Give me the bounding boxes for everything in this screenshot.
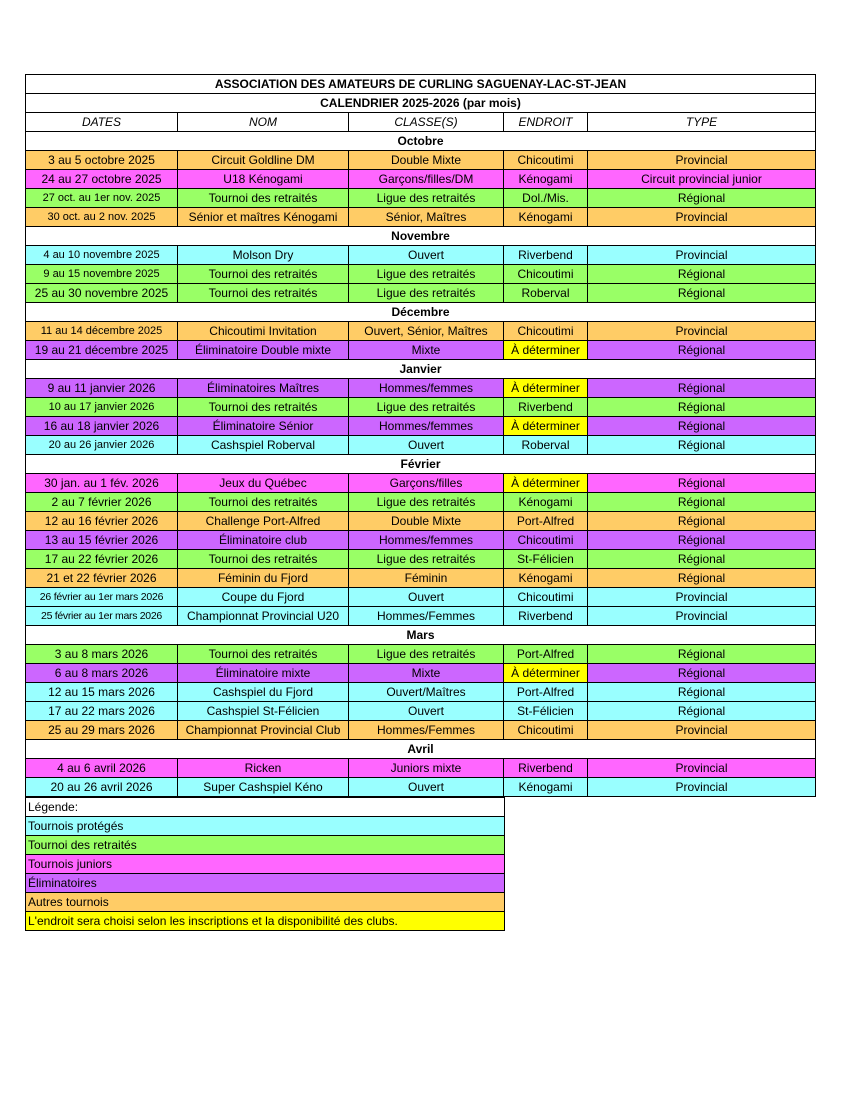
- event-dates: 20 au 26 janvier 2026: [26, 436, 178, 455]
- event-classe: Hommes/Femmes: [349, 607, 504, 626]
- event-dates: 2 au 7 février 2026: [26, 493, 178, 512]
- event-endroit: St-Félicien: [504, 702, 588, 721]
- event-classe: Sénior, Maîtres: [349, 208, 504, 227]
- event-classe: Double Mixte: [349, 512, 504, 531]
- event-type: Régional: [588, 645, 816, 664]
- event-dates: 13 au 15 février 2026: [26, 531, 178, 550]
- event-classe: Ouvert: [349, 436, 504, 455]
- event-dates: 25 au 30 novembre 2025: [26, 284, 178, 303]
- event-nom: Ricken: [178, 759, 349, 778]
- event-endroit: À déterminer: [504, 474, 588, 493]
- event-nom: Féminin du Fjord: [178, 569, 349, 588]
- event-nom: Coupe du Fjord: [178, 588, 349, 607]
- event-dates: 11 au 14 décembre 2025: [26, 322, 178, 341]
- legend-item: Autres tournois: [26, 893, 505, 912]
- month-row: [26, 360, 816, 379]
- event-classe: Ouvert: [349, 588, 504, 607]
- event-nom: Tournoi des retraités: [178, 645, 349, 664]
- event-dates: 4 au 6 avril 2026: [26, 759, 178, 778]
- event-dates: 30 jan. au 1 fév. 2026: [26, 474, 178, 493]
- event-row: [26, 664, 816, 683]
- event-endroit: Roberval: [504, 284, 588, 303]
- event-type: Provincial: [588, 721, 816, 740]
- event-row: [26, 417, 816, 436]
- month-header: Mars: [26, 626, 816, 645]
- event-endroit: Kénogami: [504, 208, 588, 227]
- calendar-table: [25, 74, 816, 797]
- subtitle-row: [26, 94, 816, 113]
- month-header: Février: [26, 455, 816, 474]
- event-classe: Ligue des retraités: [349, 265, 504, 284]
- event-dates: 27 oct. au 1er nov. 2025: [26, 189, 178, 208]
- legend-item: Tournois protégés: [26, 817, 505, 836]
- event-endroit: Riverbend: [504, 607, 588, 626]
- event-endroit: Riverbend: [504, 398, 588, 417]
- event-row: [26, 246, 816, 265]
- event-endroit: Dol./Mis.: [504, 189, 588, 208]
- legend-row: [26, 874, 505, 893]
- column-header-row: [26, 113, 816, 132]
- event-dates: 25 au 29 mars 2026: [26, 721, 178, 740]
- event-type: Régional: [588, 664, 816, 683]
- event-nom: Molson Dry: [178, 246, 349, 265]
- event-nom: Éliminatoire club: [178, 531, 349, 550]
- event-endroit: À déterminer: [504, 341, 588, 360]
- event-endroit: Riverbend: [504, 759, 588, 778]
- event-type: Régional: [588, 189, 816, 208]
- event-row: [26, 512, 816, 531]
- event-row: [26, 702, 816, 721]
- event-type: Provincial: [588, 778, 816, 797]
- event-dates: 12 au 15 mars 2026: [26, 683, 178, 702]
- event-endroit: À déterminer: [504, 664, 588, 683]
- month-header: Octobre: [26, 132, 816, 151]
- event-classe: Double Mixte: [349, 151, 504, 170]
- event-nom: Tournoi des retraités: [178, 398, 349, 417]
- legend-title: Légende:: [26, 798, 505, 817]
- event-nom: Éliminatoire mixte: [178, 664, 349, 683]
- association-title: ASSOCIATION DES AMATEURS DE CURLING SAGUENAY-LAC-ST-JEAN: [26, 75, 816, 94]
- event-endroit: Port-Alfred: [504, 645, 588, 664]
- event-type: Régional: [588, 341, 816, 360]
- event-nom: Tournoi des retraités: [178, 284, 349, 303]
- event-endroit: Port-Alfred: [504, 512, 588, 531]
- event-dates: 21 et 22 février 2026: [26, 569, 178, 588]
- event-type: Provincial: [588, 322, 816, 341]
- event-classe: Ligue des retraités: [349, 189, 504, 208]
- event-type: Régional: [588, 569, 816, 588]
- legend-table: [25, 797, 505, 931]
- event-dates: 9 au 15 novembre 2025: [26, 265, 178, 284]
- event-nom: Cashspiel St-Félicien: [178, 702, 349, 721]
- event-nom: Cashspiel du Fjord: [178, 683, 349, 702]
- event-endroit: Chicoutimi: [504, 322, 588, 341]
- event-type: Régional: [588, 284, 816, 303]
- calendar-sheet: [25, 74, 815, 931]
- event-classe: Ouvert: [349, 778, 504, 797]
- event-nom: Jeux du Québec: [178, 474, 349, 493]
- column-header-type: TYPE: [588, 113, 816, 132]
- legend-note-row: [26, 912, 505, 931]
- event-classe: Féminin: [349, 569, 504, 588]
- legend-row: [26, 836, 505, 855]
- event-dates: 19 au 21 décembre 2025: [26, 341, 178, 360]
- event-endroit: À déterminer: [504, 417, 588, 436]
- event-endroit: Chicoutimi: [504, 721, 588, 740]
- event-row: [26, 474, 816, 493]
- event-endroit: Chicoutimi: [504, 588, 588, 607]
- event-nom: Sénior et maîtres Kénogami: [178, 208, 349, 227]
- event-row: [26, 379, 816, 398]
- event-classe: Ligue des retraités: [349, 398, 504, 417]
- event-dates: 12 au 16 février 2026: [26, 512, 178, 531]
- event-row: [26, 531, 816, 550]
- event-nom: Tournoi des retraités: [178, 550, 349, 569]
- event-type: Régional: [588, 474, 816, 493]
- event-nom: Circuit Goldline DM: [178, 151, 349, 170]
- legend-item: Éliminatoires: [26, 874, 505, 893]
- event-classe: Hommes/Femmes: [349, 721, 504, 740]
- event-type: Régional: [588, 702, 816, 721]
- column-header-dates: DATES: [26, 113, 178, 132]
- event-dates: 10 au 17 janvier 2026: [26, 398, 178, 417]
- event-dates: 25 février au 1er mars 2026: [26, 607, 178, 626]
- event-type: Régional: [588, 550, 816, 569]
- event-type: Régional: [588, 379, 816, 398]
- event-type: Régional: [588, 436, 816, 455]
- event-row: [26, 778, 816, 797]
- month-row: [26, 455, 816, 474]
- event-classe: Ouvert: [349, 702, 504, 721]
- legend-row: [26, 817, 505, 836]
- event-endroit: Kénogami: [504, 778, 588, 797]
- event-type: Régional: [588, 417, 816, 436]
- event-endroit: St-Félicien: [504, 550, 588, 569]
- event-nom: Éliminatoire Sénior: [178, 417, 349, 436]
- event-classe: Ouvert, Sénior, Maîtres: [349, 322, 504, 341]
- event-row: [26, 398, 816, 417]
- event-endroit: Chicoutimi: [504, 265, 588, 284]
- event-nom: Éliminatoire Double mixte: [178, 341, 349, 360]
- event-endroit: Port-Alfred: [504, 683, 588, 702]
- month-row: [26, 740, 816, 759]
- event-type: Régional: [588, 398, 816, 417]
- legend-row: [26, 855, 505, 874]
- event-row: [26, 683, 816, 702]
- title-row: [26, 75, 816, 94]
- event-row: [26, 208, 816, 227]
- event-type: Provincial: [588, 588, 816, 607]
- event-nom: U18 Kénogami: [178, 170, 349, 189]
- event-row: [26, 721, 816, 740]
- event-nom: Tournoi des retraités: [178, 189, 349, 208]
- event-classe: Ouvert: [349, 246, 504, 265]
- event-row: [26, 759, 816, 778]
- event-dates: 26 février au 1er mars 2026: [26, 588, 178, 607]
- event-nom: Chicoutimi Invitation: [178, 322, 349, 341]
- calendar-body: [26, 75, 816, 797]
- legend-item: Tournoi des retraités: [26, 836, 505, 855]
- event-type: Régional: [588, 265, 816, 284]
- legend-row: [26, 893, 505, 912]
- month-row: [26, 303, 816, 322]
- event-row: [26, 189, 816, 208]
- event-classe: Hommes/femmes: [349, 531, 504, 550]
- event-classe: Ligue des retraités: [349, 645, 504, 664]
- legend-note: L'endroit sera choisi selon les inscriptions et la disponibilité des clubs.: [26, 912, 505, 931]
- event-classe: Hommes/femmes: [349, 379, 504, 398]
- event-row: [26, 322, 816, 341]
- event-endroit: Kénogami: [504, 170, 588, 189]
- event-classe: Ligue des retraités: [349, 493, 504, 512]
- event-row: [26, 645, 816, 664]
- event-type: Circuit provincial junior: [588, 170, 816, 189]
- event-dates: 9 au 11 janvier 2026: [26, 379, 178, 398]
- event-row: [26, 550, 816, 569]
- month-header: Avril: [26, 740, 816, 759]
- event-endroit: À déterminer: [504, 379, 588, 398]
- event-classe: Mixte: [349, 664, 504, 683]
- event-type: Provincial: [588, 208, 816, 227]
- event-endroit: Kénogami: [504, 569, 588, 588]
- event-row: [26, 569, 816, 588]
- event-nom: Championnat Provincial Club: [178, 721, 349, 740]
- event-row: [26, 607, 816, 626]
- event-nom: Cashspiel Roberval: [178, 436, 349, 455]
- month-header: Novembre: [26, 227, 816, 246]
- event-row: [26, 341, 816, 360]
- event-endroit: Kénogami: [504, 493, 588, 512]
- event-dates: 4 au 10 novembre 2025: [26, 246, 178, 265]
- event-type: Régional: [588, 683, 816, 702]
- event-row: [26, 284, 816, 303]
- event-classe: Ligue des retraités: [349, 550, 504, 569]
- event-endroit: Chicoutimi: [504, 151, 588, 170]
- event-type: Régional: [588, 531, 816, 550]
- event-classe: Hommes/femmes: [349, 417, 504, 436]
- event-classe: Garçons/filles: [349, 474, 504, 493]
- event-type: Provincial: [588, 759, 816, 778]
- column-header-endroit: ENDROIT: [504, 113, 588, 132]
- month-row: [26, 132, 816, 151]
- event-type: Provincial: [588, 151, 816, 170]
- event-row: [26, 436, 816, 455]
- event-type: Provincial: [588, 607, 816, 626]
- column-header-classe: CLASSE(S): [349, 113, 504, 132]
- month-header: Décembre: [26, 303, 816, 322]
- event-endroit: Riverbend: [504, 246, 588, 265]
- month-row: [26, 626, 816, 645]
- event-type: Régional: [588, 512, 816, 531]
- event-classe: Mixte: [349, 341, 504, 360]
- event-dates: 6 au 8 mars 2026: [26, 664, 178, 683]
- event-row: [26, 151, 816, 170]
- event-nom: Super Cashspiel Kéno: [178, 778, 349, 797]
- event-classe: Ouvert/Maîtres: [349, 683, 504, 702]
- event-dates: 3 au 5 octobre 2025: [26, 151, 178, 170]
- event-row: [26, 588, 816, 607]
- event-dates: 16 au 18 janvier 2026: [26, 417, 178, 436]
- legend-body: [26, 798, 505, 931]
- event-type: Régional: [588, 493, 816, 512]
- legend-title-row: [26, 798, 505, 817]
- event-nom: Championnat Provincial U20: [178, 607, 349, 626]
- event-dates: 30 oct. au 2 nov. 2025: [26, 208, 178, 227]
- event-row: [26, 493, 816, 512]
- month-header: Janvier: [26, 360, 816, 379]
- event-classe: Garçons/filles/DM: [349, 170, 504, 189]
- legend-item: Tournois juniors: [26, 855, 505, 874]
- column-header-nom: NOM: [178, 113, 349, 132]
- event-type: Provincial: [588, 246, 816, 265]
- event-dates: 24 au 27 octobre 2025: [26, 170, 178, 189]
- event-nom: Challenge Port-Alfred: [178, 512, 349, 531]
- event-row: [26, 265, 816, 284]
- event-dates: 20 au 26 avril 2026: [26, 778, 178, 797]
- month-row: [26, 227, 816, 246]
- calendar-title: CALENDRIER 2025-2026 (par mois): [26, 94, 816, 113]
- event-row: [26, 170, 816, 189]
- event-nom: Tournoi des retraités: [178, 265, 349, 284]
- event-dates: 17 au 22 février 2026: [26, 550, 178, 569]
- event-endroit: Roberval: [504, 436, 588, 455]
- event-endroit: Chicoutimi: [504, 531, 588, 550]
- event-nom: Tournoi des retraités: [178, 493, 349, 512]
- event-dates: 17 au 22 mars 2026: [26, 702, 178, 721]
- event-dates: 3 au 8 mars 2026: [26, 645, 178, 664]
- event-classe: Ligue des retraités: [349, 284, 504, 303]
- event-classe: Juniors mixte: [349, 759, 504, 778]
- event-nom: Éliminatoires Maîtres: [178, 379, 349, 398]
